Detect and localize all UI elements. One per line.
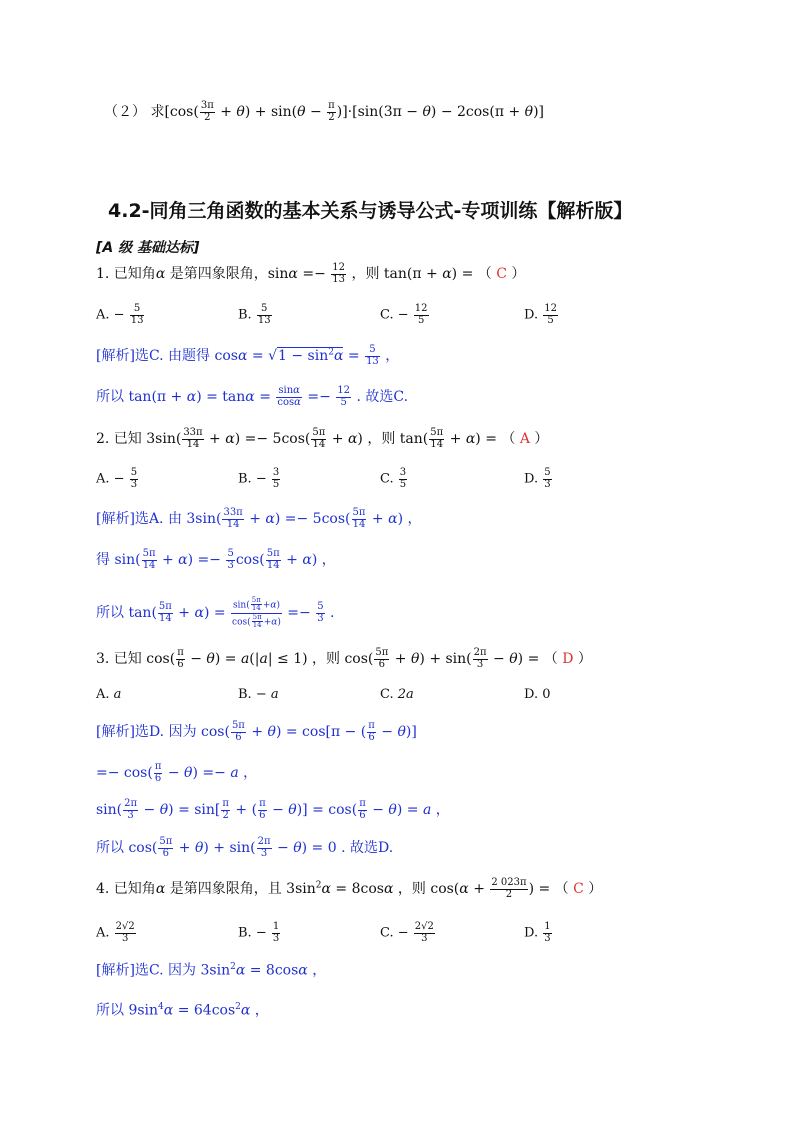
- q4-answer: C: [573, 881, 584, 897]
- q2-answer: A: [519, 431, 530, 447]
- q3-solution-4: 所以 cos( $\frac{5\pi}{6}$ + θ) + sin( $\frac{2\pi}{3}$ − θ) = 0 . 故选D.: [96, 836, 394, 859]
- q1-answer: C: [496, 266, 507, 282]
- q4-solution-2: 所以 $9\sin^4\alpha = 64\cos^2\alpha$ ，: [96, 1002, 269, 1019]
- q1-solution-1: [解析]选C. 由题得 $\cos\alpha = √1 - \sin^2\alpha$ = $\frac{5}{13}$ ，: [96, 344, 400, 367]
- q3-solution-3: sin( $\frac{2\pi}{3}$ − θ) = sin[ $\frac{\pi}{2}$ + ( $\frac{\pi}{6}$ − θ)] = cos( $\frac{\pi}{6}$ − θ) = a ，: [96, 798, 450, 821]
- prelude-line: （２） 求[cos( $\frac{3\pi}{2}$ + θ) + sin(θ − $\frac{\pi}{2}$ )]·[sin(3π − θ) − 2cos(π + θ)]: [104, 100, 545, 123]
- q3-solution-2: =− cos( $\frac{\pi}{6}$ − θ) =− a ，: [96, 761, 258, 784]
- q1-stem: 1. 已知角α 是第四象限角，sinα =− $\frac{12}{13}$ ，则 tan(π + α) = （ C ）: [96, 262, 526, 285]
- q3-solution-1: [解析]选D. 因为 cos( $\frac{5\pi}{6}$ + θ) = cos[π − ( $\frac{\pi}{6}$ − θ)]: [96, 720, 417, 743]
- page-title: 4.2-同角三角函数的基本关系与诱导公式-专项训练【解析版】: [108, 200, 633, 222]
- q2-solution-1: [解析]选A. 由 3sin( $\frac{33\pi}{14}$ + α) =− 5cos( $\frac{5\pi}{14}$ + α) ，: [96, 507, 422, 530]
- q2-stem: 2. 已知 3sin( $\frac{33\pi}{14}$ + α) =− 5cos( $\frac{5\pi}{14}$ + α) ，则 tan( $\frac{5\pi}{14}$ + α) = （ A ）: [96, 427, 549, 450]
- q3-answer: D: [562, 651, 574, 667]
- q2-solution-2: 得 sin( $\frac{5\pi}{14}$ + α) =− $\frac{5}{3}$ cos( $\frac{5\pi}{14}$ + α) ，: [96, 548, 336, 571]
- level-heading: [A 级 基础达标]: [96, 240, 200, 256]
- q2-solution-3: 所以 tan( $\frac{5\pi}{14}$ + α) = sin( $\frac{5\pi}{14}$ +α) cos( $\frac{5\pi}{14}$ +α) =− $\frac{5}{3}$ .: [96, 596, 335, 630]
- q4-stem: 4. 已知角α 是第四象限角，且 $3\sin^2\alpha = 8\cos\alpha$ ，则 cos(α + $\frac{2 023\pi}{2}$ ) = （ C ）: [96, 877, 603, 900]
- q1-solution-2: 所以 tan(π + α) = tanα = $\frac{\sin\alpha}{\cos\alpha}$ =− $\frac{12}{5}$ . 故选C.: [96, 385, 409, 408]
- q4-solution-1: [解析]选C. 因为 $3\sin^2\alpha = 8\cos\alpha$ ，: [96, 962, 327, 979]
- prelude-label: （２） 求: [104, 104, 165, 120]
- q3-stem: 3. 已知 cos( $\frac{\pi}{6}$ − θ) = a(|a| ≤ 1) ，则 cos( $\frac{5\pi}{6}$ + θ) + sin( $\frac{2\pi}{3}$ − θ) = （ D ）: [96, 647, 592, 670]
